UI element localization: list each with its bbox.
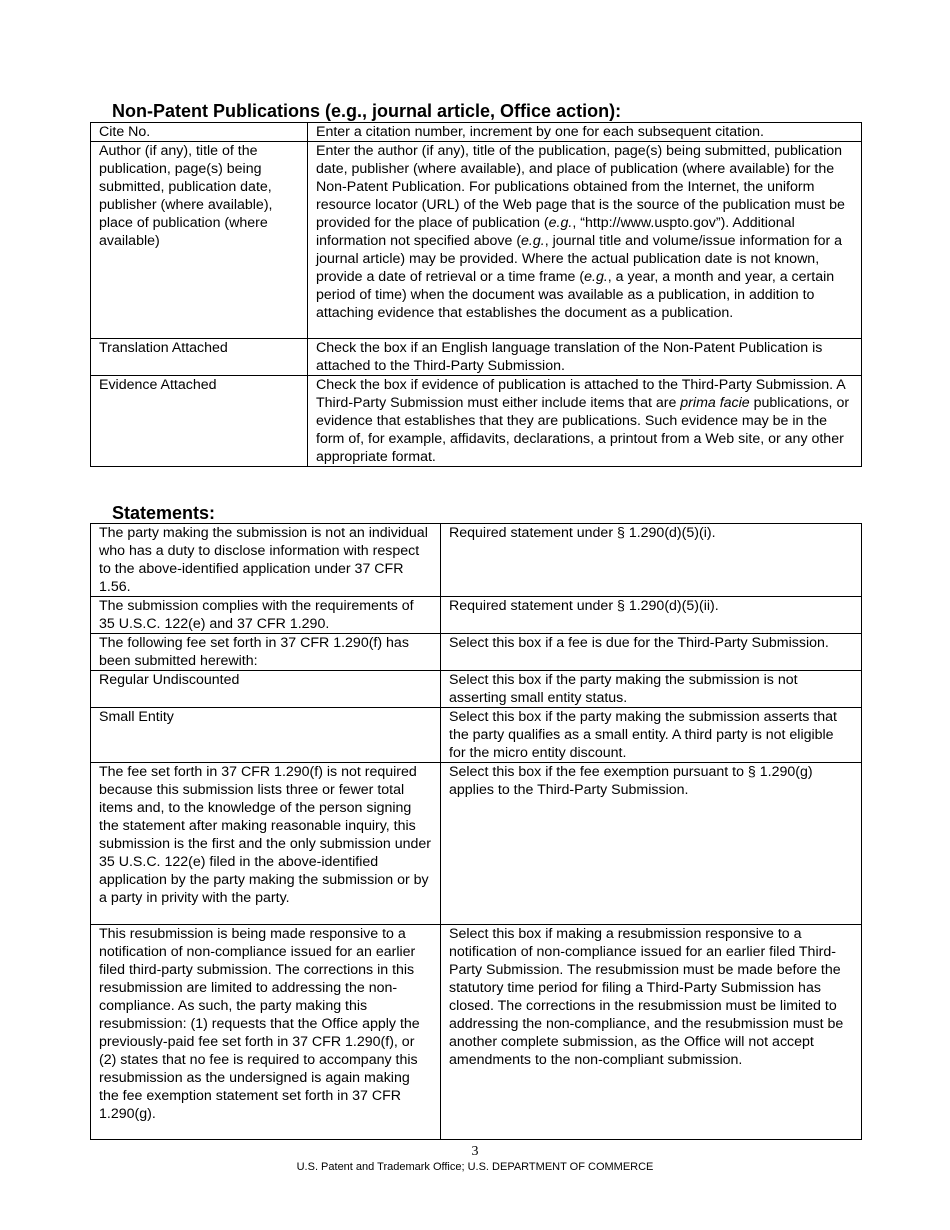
- statement-instruction: Select this box if the party making the submission is not asserting small entity status.: [441, 671, 862, 708]
- statement-instruction: Required statement under § 1.290(d)(5)(ii).: [441, 597, 862, 634]
- table-row: [91, 671, 862, 708]
- field-instruction: Enter the author (if any), title of the publication, page(s) being submitted, publication date, publisher (where available), and place of publication (where available) for the Non-Patent Publication. For publications obtained from the Internet, the uniform resource locator (URL) of the Web page that is the source of the publication must be provided for the place of publication (e.g., “http://www.uspto.gov”). Additional information not specified above (e.g., journal title and volume/issue information for a journal article) may be provided. Where the actual publication date is not known, provide a date of retrieval or a time frame (e.g., a year, a month and year, a certain period of time) when the document was available as a publication, in addition to attaching evidence that establishes the document as a publication.: [308, 142, 862, 339]
- statement-instruction: Select this box if a fee is due for the Third-Party Submission.: [441, 634, 862, 671]
- statement-text: This resubmission is being made responsive to a notification of non-compliance issued for an earlier filed third-party submission. The corrections in this resubmission are limited to addressing the non-compliance. As such, the party making this resubmission: (1) requests that the Office apply the previously-paid fee set forth in 37 CFR 1.290(f), or (2) states that no fee is required to accompany this resubmission as the undersigned is again making the fee exemption statement set forth in 37 CFR 1.290(g).: [91, 925, 441, 1140]
- statement-text: Regular Undiscounted: [91, 671, 441, 708]
- field-label: Cite No.: [91, 123, 308, 142]
- statements-heading: Statements:: [112, 503, 216, 523]
- table-row: [91, 123, 862, 142]
- field-label: Evidence Attached: [91, 376, 308, 467]
- statement-text: The submission complies with the requirements of 35 U.S.C. 122(e) and 37 CFR 1.290.: [91, 597, 441, 634]
- table-row: [91, 925, 862, 1140]
- page-number: 3: [471, 1144, 479, 1159]
- statement-instruction: Select this box if the party making the submission asserts that the party qualifies as a small entity. A third party is not eligible for the micro entity discount.: [441, 708, 862, 763]
- table-row: [91, 763, 862, 925]
- field-label: Translation Attached: [91, 339, 308, 376]
- field-instruction: Check the box if an English language translation of the Non-Patent Publication is attached to the Third-Party Submission.: [308, 339, 862, 376]
- table-row: [91, 708, 862, 763]
- field-instruction: Check the box if evidence of publication is attached to the Third-Party Submission. A Third-Party Submission must either include items that are prima facie publications, or evidence that establishes that they are publications. Such evidence may be in the form of, for example, affidavits, declarations, a printout from a Web site, or any other appropriate format.: [308, 376, 862, 467]
- page-footer: U.S. Patent and Trademark Office; U.S. DEPARTMENT OF COMMERCE: [296, 1161, 654, 1173]
- table-row: [91, 142, 862, 339]
- table-row: [91, 597, 862, 634]
- statement-instruction: Select this box if making a resubmission responsive to a notification of non-compliance issued for an earlier filed Third-Party Submission. The resubmission must be made before the statutory time period for filing a Third-Party Submission has closed. The corrections in the resubmission must be limited to addressing the non-compliance, and the resubmission must be another complete submission, as the Office will not accept amendments to the non-compliant submission.: [441, 925, 862, 1140]
- statements-table: [90, 523, 862, 1140]
- non-patent-publications-heading: Non-Patent Publications (e.g., journal article, Office action):: [112, 101, 622, 121]
- statement-text: Small Entity: [91, 708, 441, 763]
- table-row: [91, 376, 862, 467]
- statement-text: The party making the submission is not an individual who has a duty to disclose information with respect to the above-identified application under 37 CFR 1.56.: [91, 524, 441, 597]
- field-instruction: Enter a citation number, increment by one for each subsequent citation.: [308, 123, 862, 142]
- table-row: [91, 524, 862, 597]
- table-row: [91, 634, 862, 671]
- table-row: [91, 339, 862, 376]
- field-label: Author (if any), title of the publication, page(s) being submitted, publication date, publisher (where available), place of publication (where available): [91, 142, 308, 339]
- statement-text: The fee set forth in 37 CFR 1.290(f) is not required because this submission lists three or fewer total items and, to the knowledge of the person signing the statement after making reasonable inquiry, this submission is the first and the only submission under 35 U.S.C. 122(e) filed in the above-identified application by the party making the submission or by a party in privity with the party.: [91, 763, 441, 925]
- statement-text: The following fee set forth in 37 CFR 1.290(f) has been submitted herewith:: [91, 634, 441, 671]
- statement-instruction: Select this box if the fee exemption pursuant to § 1.290(g) applies to the Third-Party Submission.: [441, 763, 862, 925]
- statement-instruction: Required statement under § 1.290(d)(5)(i).: [441, 524, 862, 597]
- non-patent-publications-table: [90, 122, 862, 467]
